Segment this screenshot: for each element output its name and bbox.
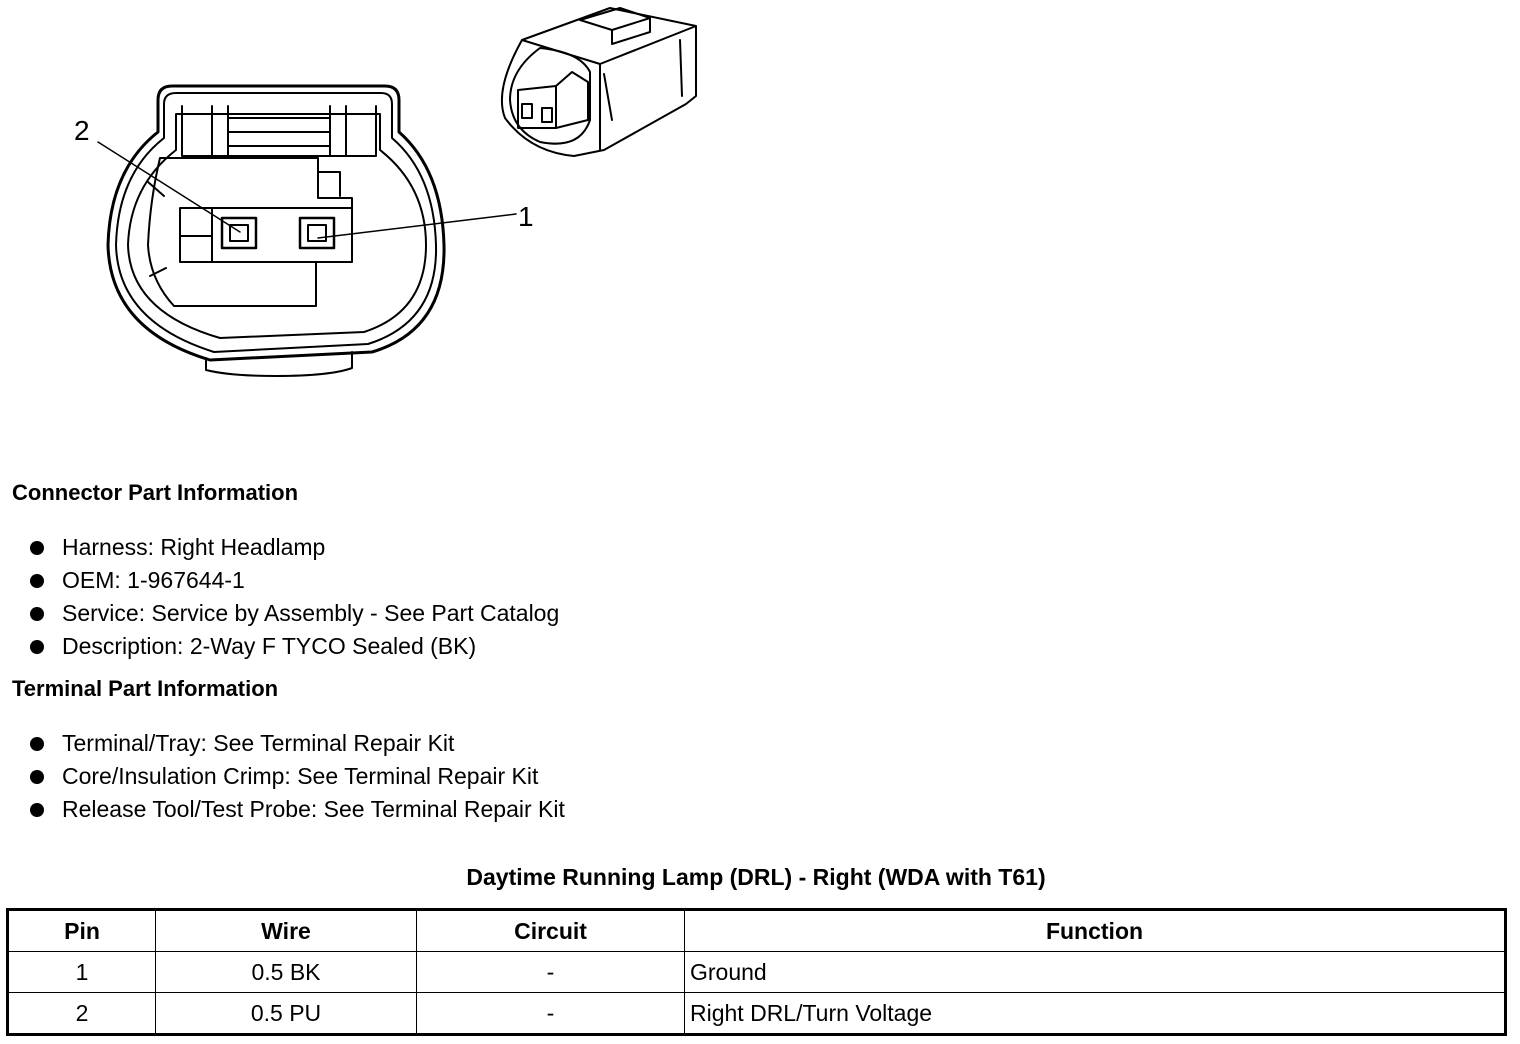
bullet-icon xyxy=(30,541,44,555)
connector-face-view xyxy=(108,86,444,376)
column-header-circuit: Circuit xyxy=(417,910,685,952)
terminal-info-title: Terminal Part Information xyxy=(12,676,279,701)
cell-circuit: - xyxy=(417,993,685,1035)
column-header-wire: Wire xyxy=(156,910,417,952)
list-item xyxy=(30,597,559,630)
pin1-leader-line xyxy=(318,214,516,238)
list-item-text: OEM: 1-967644-1 xyxy=(62,567,245,593)
cell-function: Right DRL/Turn Voltage xyxy=(685,993,1506,1035)
pin1-callout: 1 xyxy=(518,201,534,232)
cell-wire: 0.5 PU xyxy=(156,993,417,1035)
table-header-row xyxy=(8,910,1506,952)
cell-pin: 2 xyxy=(8,993,156,1035)
list-item-text: Core/Insulation Crimp: See Terminal Repair Kit xyxy=(62,763,539,789)
terminal-info-list xyxy=(30,727,565,826)
cell-wire: 0.5 BK xyxy=(156,952,417,993)
column-header-pin: Pin xyxy=(8,910,156,952)
list-item-text: Harness: Right Headlamp xyxy=(62,534,326,560)
connector-info-title: Connector Part Information xyxy=(12,480,299,505)
pin2-callout: 2 xyxy=(74,115,90,146)
cell-pin: 1 xyxy=(8,952,156,993)
list-item-text: Description: 2-Way F TYCO Sealed (BK) xyxy=(62,633,477,659)
cell-circuit: - xyxy=(417,952,685,993)
bullet-icon xyxy=(30,803,44,817)
table-title: Daytime Running Lamp (DRL) - Right (WDA with T61) xyxy=(466,864,1046,890)
bullet-icon xyxy=(30,574,44,588)
list-item-text: Release Tool/Test Probe: See Terminal Repair Kit xyxy=(62,796,565,822)
column-header-function: Function xyxy=(685,910,1506,952)
connector-3d-view xyxy=(502,8,696,156)
bullet-icon xyxy=(30,770,44,784)
bullet-icon xyxy=(30,737,44,751)
bullet-icon xyxy=(30,607,44,621)
table-row xyxy=(8,993,1506,1035)
list-item xyxy=(30,531,559,564)
bullet-icon xyxy=(30,640,44,654)
pinout-table xyxy=(6,908,1507,1036)
table-row xyxy=(8,952,1506,993)
list-item xyxy=(30,727,565,760)
list-item xyxy=(30,564,559,597)
connector-diagram xyxy=(0,0,760,400)
cell-function: Ground xyxy=(685,952,1506,993)
list-item xyxy=(30,793,565,826)
list-item xyxy=(30,760,565,793)
list-item-text: Service: Service by Assembly - See Part Catalog xyxy=(62,600,560,626)
list-item-text: Terminal/Tray: See Terminal Repair Kit xyxy=(62,730,455,756)
connector-info-list xyxy=(30,531,559,663)
list-item xyxy=(30,630,559,663)
